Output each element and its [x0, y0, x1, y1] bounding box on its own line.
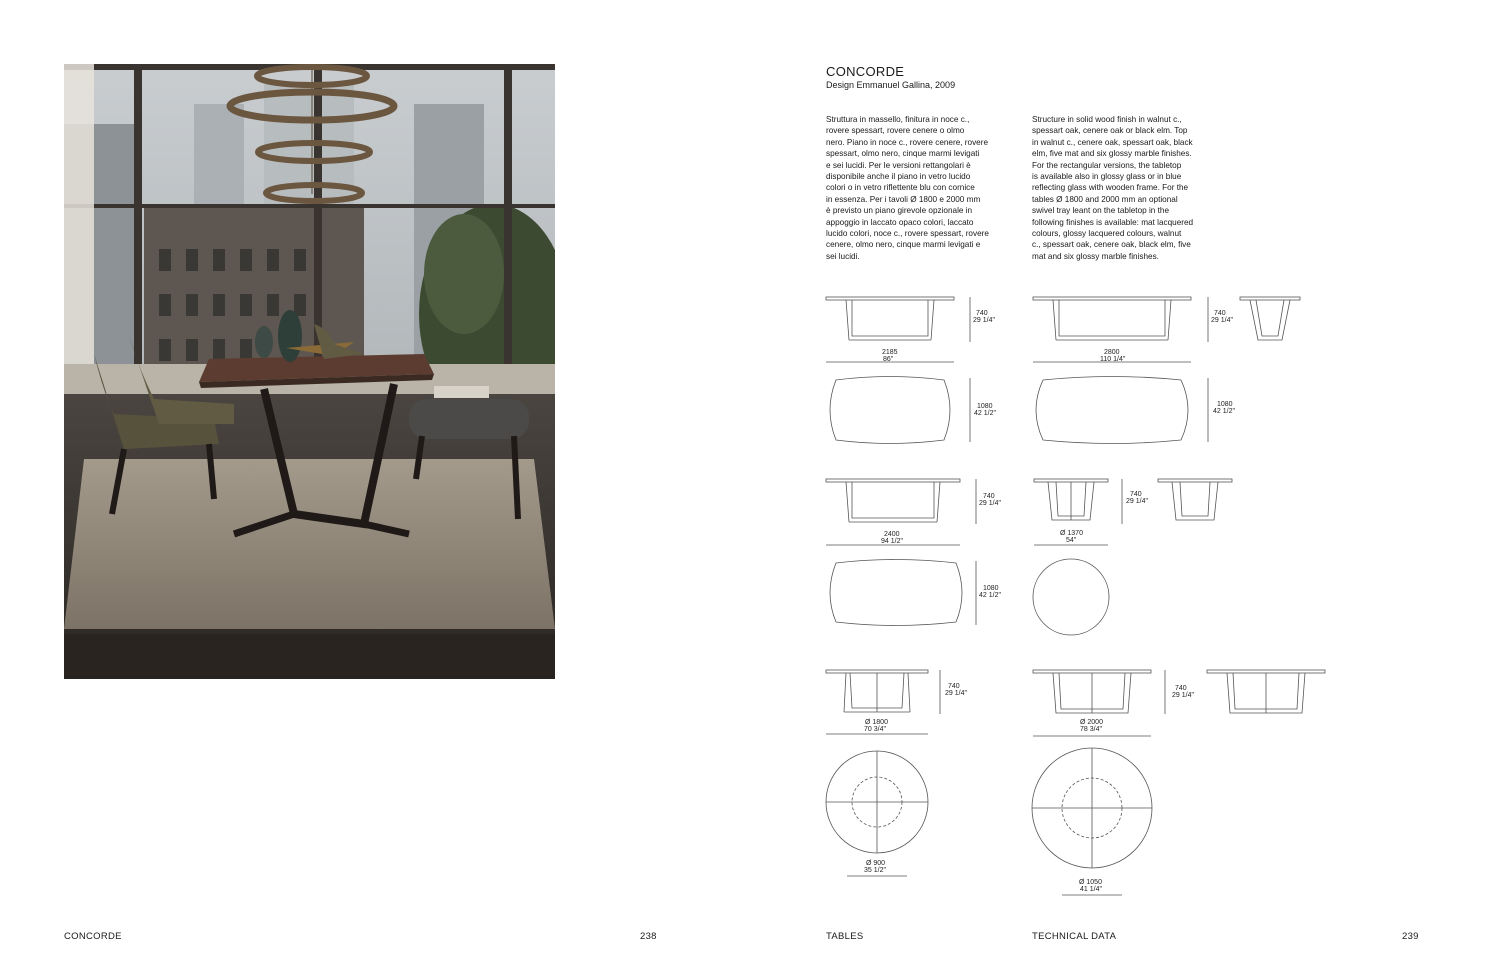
dimension-label: Ø 2000	[1080, 719, 1103, 726]
dim-height-mm: 740	[976, 310, 988, 317]
dimension-label: Ø 1370	[1060, 530, 1083, 537]
designer-credit: Design Emmanuel Gallina, 2009	[826, 80, 956, 90]
table-2800-plan	[1036, 377, 1188, 444]
table-2000-elevation	[1033, 670, 1325, 736]
dimension-label: 41 1/4"	[1080, 886, 1102, 893]
dimension-label: 740	[948, 683, 960, 690]
page-number-right: 239	[1402, 931, 1419, 942]
table-2800-elevation	[1033, 297, 1300, 362]
dimension-label: Ø 900	[866, 860, 886, 867]
dimension-label: 94 1/2"	[881, 538, 903, 545]
product-title: CONCORDE	[826, 64, 905, 79]
dimension-label: 70 3/4"	[864, 726, 886, 733]
dimension-labels	[864, 310, 1235, 893]
dimension-label: 1080	[1217, 401, 1233, 408]
table-2185-elevation	[826, 297, 970, 362]
dimension-label: 29 1/4"	[1172, 692, 1194, 699]
table-1370-plan	[1033, 559, 1109, 635]
dimension-label: 1080	[977, 403, 993, 410]
table-1800-plan	[826, 751, 928, 876]
dimension-label: 740	[1175, 685, 1187, 692]
dimension-label: 110 1/4"	[1100, 356, 1126, 363]
dimension-label: 29 1/4"	[973, 317, 995, 324]
dimension-label: 42 1/2"	[979, 592, 1001, 599]
page-number-left: 238	[640, 931, 657, 942]
dimension-label: Ø 1800	[865, 719, 888, 726]
footer-left-label: CONCORDE	[64, 931, 122, 942]
dimension-label: 29 1/4"	[1211, 317, 1233, 324]
description-italian: Struttura in massello, finitura in noce c., rovere spessart, rovere cenere o olmo nero. Piano in noce c., rovere cenere, rovere spessart, olmo nero, cinque marmi levigati e sei lucidi. Per le versioni rettangolari è disponibile anche il piano in vetro lucido colori o in vetro riflettente blu con cornice in essenza. Per i tavoli Ø 1800 e 2000 mm è previsto un piano girevole opzionale in appoggio in laccato opaco colori, laccato lucido colori, noce c., rovere spessart, rovere cenere, olmo nero, cinque marmi levigati e sei lucidi.	[826, 115, 989, 261]
footer-section: TABLES	[826, 931, 864, 942]
dimension-label: 42 1/2"	[974, 410, 996, 417]
table-2400-plan	[830, 560, 962, 626]
dimension-label: 42 1/2"	[1213, 408, 1235, 415]
table-2000-plan	[1032, 748, 1152, 895]
dimension-label: 78 3/4"	[1080, 726, 1102, 733]
dimension-label: Ø 1050	[1079, 879, 1102, 886]
dimension-label: 29 1/4"	[1126, 498, 1148, 505]
dimension-label: 35 1/2"	[864, 867, 886, 874]
dimension-label: 740	[1130, 491, 1142, 498]
dimension-label: 2185	[882, 349, 898, 356]
dimension-label: 740	[983, 493, 995, 500]
dimension-label: 54"	[1066, 537, 1077, 544]
table-2400-elevation	[826, 479, 976, 545]
dimension-label: 740	[1214, 310, 1226, 317]
dimension-label: 2800	[1104, 349, 1120, 356]
table-2185-plan	[830, 377, 950, 444]
description-english: Structure in solid wood finish in walnut c., spessart oak, cenere oak or black elm. Top in walnut c., cenere oak, spessart oak, black elm, five mat and six glossy marble finishes. For the rectangular versions, the tabletop is available also in glossy glass or in blue reflecting glass with wooden frame. For the tables Ø 1800 and 2000 mm an optional swivel tray leant on the tabletop in the following finishes is available: mat lacquered colours, glossy lacquered colours, walnut c., spessart oak, cenere oak, black elm, five mat and six glossy marble finishes.	[1032, 115, 1194, 261]
dimension-label: 86"	[883, 356, 894, 363]
dimension-label: 1080	[983, 585, 999, 592]
dimension-label: 2400	[884, 531, 900, 538]
dimension-label: 29 1/4"	[979, 500, 1001, 507]
footer-subsection: TECHNICAL DATA	[1032, 931, 1117, 942]
dimension-label: 29 1/4"	[945, 690, 967, 697]
